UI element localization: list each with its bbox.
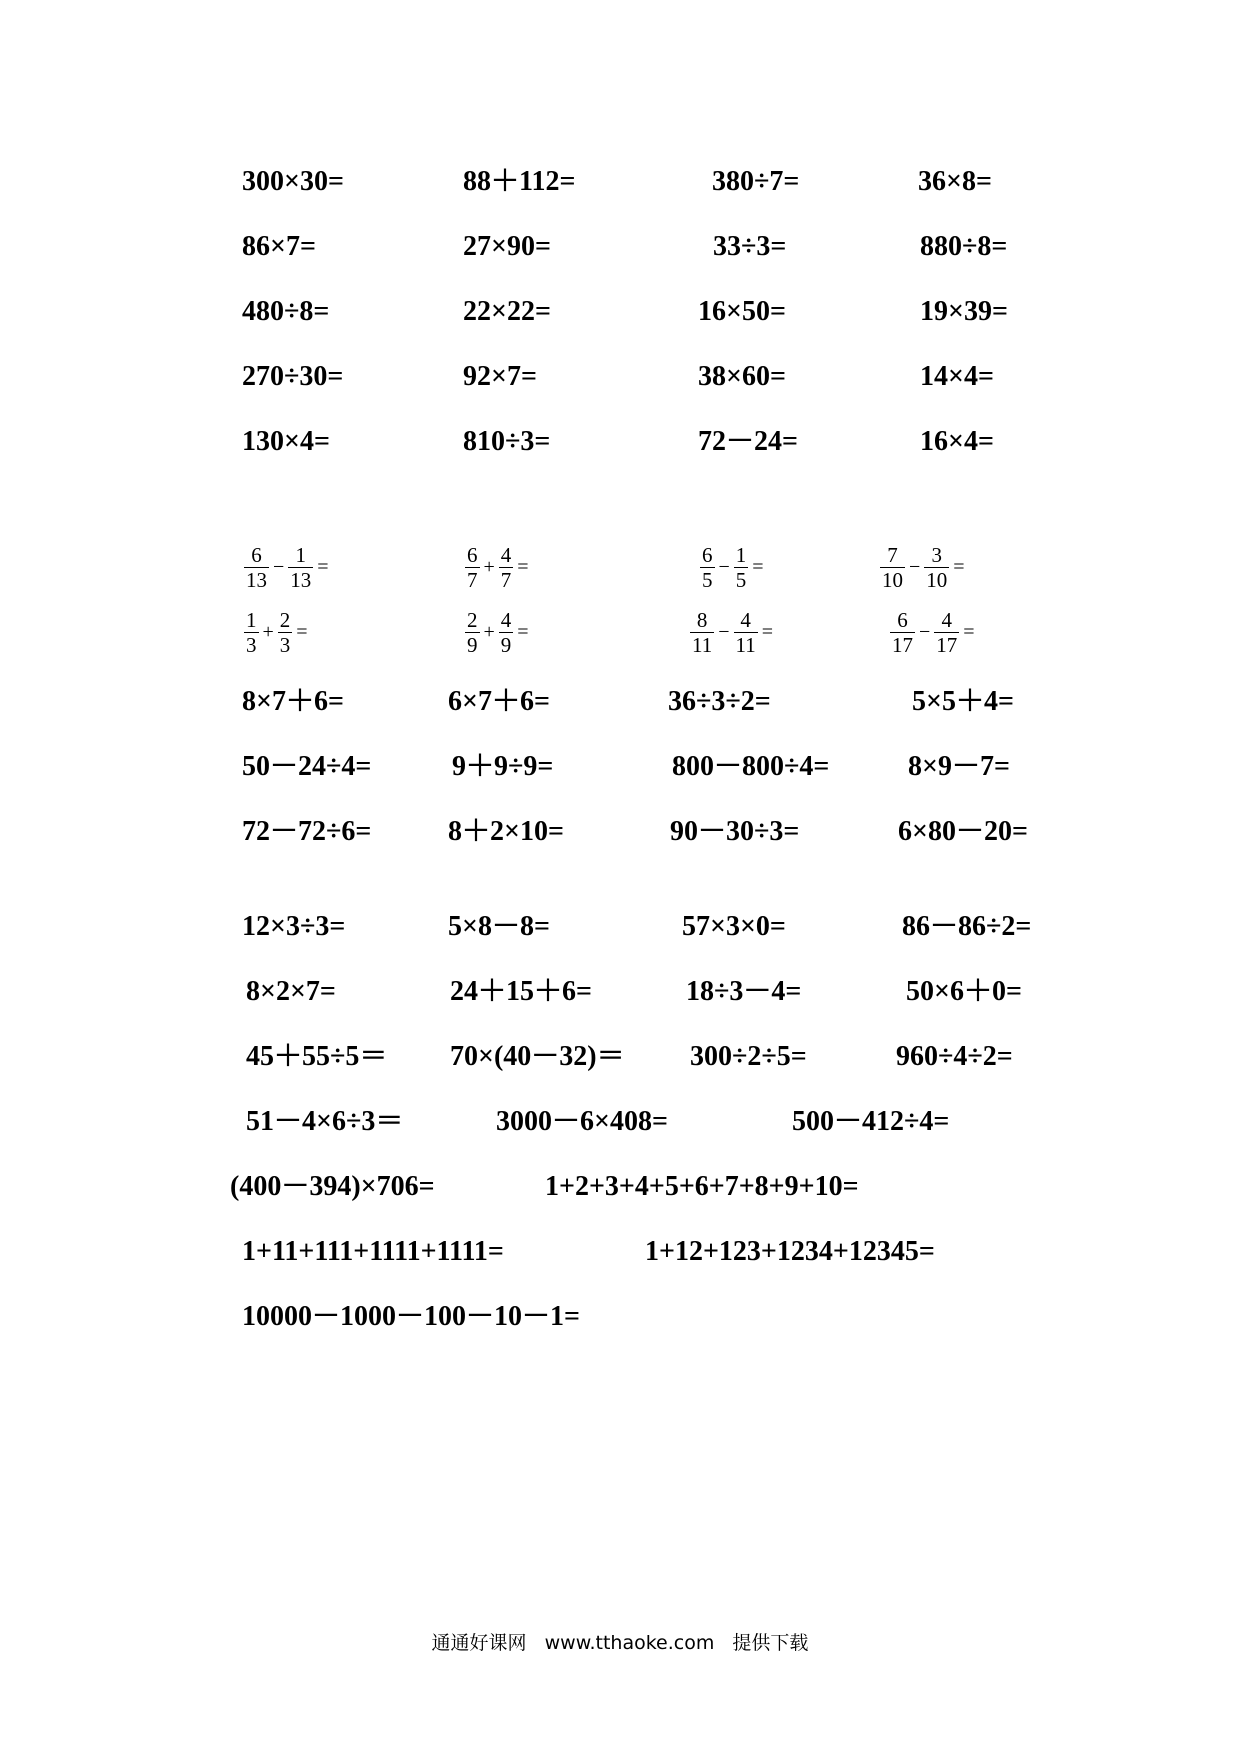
fraction-problem: $\frac{6}{17}$ − $\frac{4}{17}$ = <box>892 608 975 657</box>
fraction: $\frac{6}{17}$ <box>892 608 913 657</box>
fraction: $\frac{1}{5}$ <box>735 543 747 592</box>
problem: 6×7＋6= <box>448 686 550 717</box>
fraction: $\frac{6}{7}$ <box>467 543 478 592</box>
fraction-problem: $\frac{1}{3}$ + $\frac{2}{3}$ = <box>246 608 308 657</box>
fraction: $\frac{1}{13}$ <box>290 543 312 592</box>
footer-credit <box>0 1628 1240 1655</box>
problem: 480÷8= <box>242 296 330 327</box>
fraction-problem: $\frac{2}{9}$ + $\frac{4}{9}$ = <box>467 608 529 657</box>
problem: 5×5＋4= <box>912 686 1014 717</box>
problem: 16×50= <box>698 296 786 327</box>
problem: 38×60= <box>698 361 786 392</box>
problem: 5×8－8= <box>448 911 550 942</box>
footer-url-link[interactable]: www.tthaoke.com <box>544 1632 715 1654</box>
problem: 880÷8= <box>920 231 1008 262</box>
problem: 16×4= <box>920 426 994 457</box>
problem: 36×8= <box>918 166 992 197</box>
problem: 27×90= <box>463 231 551 262</box>
problem: (400－394)×706= <box>230 1171 435 1202</box>
problem: 50×6＋0= <box>906 976 1022 1007</box>
problem: 1+2+3+4+5+6+7+8+9+10= <box>545 1171 859 1202</box>
problem: 270÷30= <box>242 361 344 392</box>
problem: 33÷3= <box>713 231 787 262</box>
problem: 45＋55÷5＝ <box>246 1041 388 1072</box>
problem: 22×22= <box>463 296 551 327</box>
problem: 14×4= <box>920 361 994 392</box>
fraction-problem: $\frac{6}{13}$ − $\frac{1}{13}$ = <box>246 543 329 592</box>
fraction: $\frac{7}{10}$ <box>882 543 903 592</box>
problem: 57×3×0= <box>682 911 786 942</box>
problem: 72－72÷6= <box>242 816 372 847</box>
problem: 960÷4÷2= <box>896 1041 1013 1072</box>
fraction: $\frac{2}{9}$ <box>467 608 478 657</box>
problem: 51－4×6÷3＝ <box>246 1106 404 1137</box>
problem: 90－30÷3= <box>670 816 800 847</box>
problem: 8×7＋6= <box>242 686 344 717</box>
problem: 92×7= <box>463 361 537 392</box>
fraction: $\frac{8}{11}$ <box>692 608 713 657</box>
fraction: $\frac{4}{11}$ <box>735 608 756 657</box>
problem: 3000－6×408= <box>496 1106 668 1137</box>
problem: 1+11+111+1111+1111= <box>242 1236 504 1267</box>
problem: 810÷3= <box>463 426 551 457</box>
problem: 6×80－20= <box>898 816 1028 847</box>
problem: 300÷2÷5= <box>690 1041 807 1072</box>
fraction: $\frac{4}{17}$ <box>936 608 958 657</box>
fraction: $\frac{2}{3}$ <box>279 608 291 657</box>
problem: 18÷3－4= <box>686 976 802 1007</box>
problem: 70×(40－32)＝ <box>450 1041 625 1072</box>
fraction-problem: $\frac{6}{5}$ − $\frac{1}{5}$ = <box>702 543 764 592</box>
problem: 8×2×7= <box>246 976 336 1007</box>
problem: 8＋2×10= <box>448 816 564 847</box>
problem: 50－24÷4= <box>242 751 372 782</box>
problem: 10000－1000－100－10－1= <box>242 1301 580 1332</box>
problem: 8×9－7= <box>908 751 1010 782</box>
problem: 72－24= <box>698 426 798 457</box>
fraction: $\frac{3}{10}$ <box>926 543 948 592</box>
problem: 1+12+123+1234+12345= <box>645 1236 935 1267</box>
fraction-problem: $\frac{7}{10}$ − $\frac{3}{10}$ = <box>882 543 965 592</box>
problem: 130×4= <box>242 426 330 457</box>
fraction: $\frac{1}{3}$ <box>246 608 257 657</box>
problem: 300×30= <box>242 166 344 197</box>
footer-site-name: 通通好课网 <box>431 1632 527 1654</box>
footer-suffix: 提供下载 <box>732 1632 809 1654</box>
problem: 86×7= <box>242 231 316 262</box>
problem: 86－86÷2= <box>902 911 1032 942</box>
fraction: $\frac{4}{7}$ <box>500 543 512 592</box>
problem: 500－412÷4= <box>792 1106 950 1137</box>
problem: 12×3÷3= <box>242 911 346 942</box>
problem: 24＋15＋6= <box>450 976 592 1007</box>
fraction: $\frac{6}{13}$ <box>246 543 267 592</box>
fraction-problem: $\frac{6}{7}$ + $\frac{4}{7}$ = <box>467 543 529 592</box>
fraction-problem: $\frac{8}{11}$ − $\frac{4}{11}$ = <box>692 608 774 657</box>
problem: 88＋112= <box>463 166 576 197</box>
problem: 36÷3÷2= <box>668 686 771 717</box>
problem: 9＋9÷9= <box>452 751 554 782</box>
problem: 19×39= <box>920 296 1008 327</box>
problem: 800－800÷4= <box>672 751 830 782</box>
problem: 380÷7= <box>712 166 800 197</box>
fraction: $\frac{6}{5}$ <box>702 543 713 592</box>
fraction: $\frac{4}{9}$ <box>500 608 512 657</box>
